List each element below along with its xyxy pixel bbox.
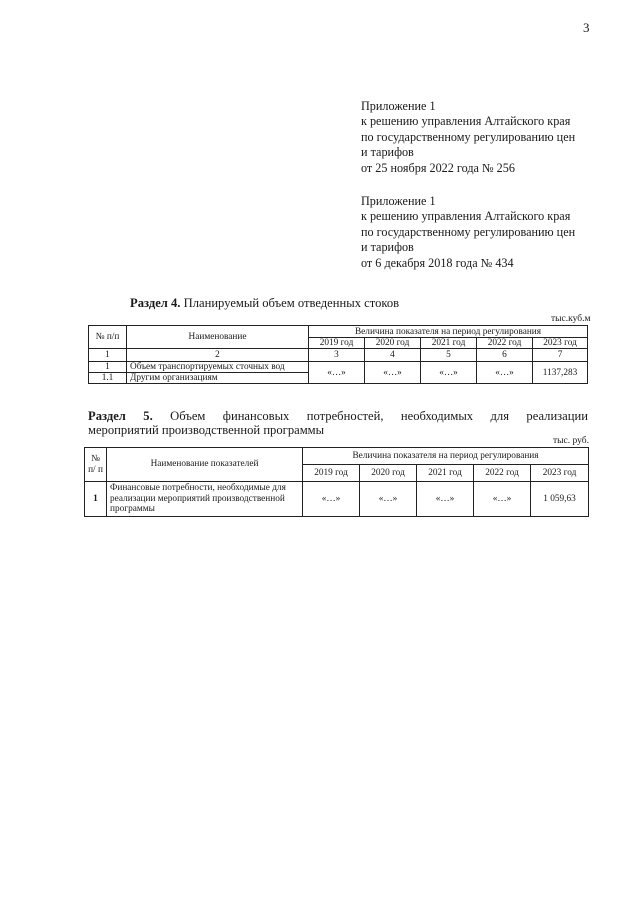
header-year: 2022 год	[477, 338, 533, 349]
value-cell: «…»	[421, 362, 477, 384]
section-5-word: реализации	[526, 409, 588, 423]
row-no: 1	[85, 482, 107, 517]
section-4-title	[130, 296, 399, 311]
section-5-word: 5.	[143, 409, 153, 423]
section-5-table	[84, 447, 589, 517]
column-number: 3	[309, 349, 365, 362]
section-5-word: необходимых	[400, 409, 474, 423]
header-year: 2019 год	[309, 338, 365, 349]
appendix-line: Приложение 1	[361, 194, 436, 208]
section-5-word: Объем	[170, 409, 206, 423]
header-name: Наименование	[127, 326, 309, 349]
column-number: 4	[365, 349, 421, 362]
section-4-units: тыс.куб.м	[551, 314, 591, 324]
appendix-current-header	[361, 99, 575, 176]
header-year: 2020 год	[365, 338, 421, 349]
column-number: 2	[127, 349, 309, 362]
header-year: 2021 год	[421, 338, 477, 349]
section-5-word: потребностей,	[306, 409, 384, 423]
value-cell: «…»	[309, 362, 365, 384]
header-no: № п/ п	[85, 448, 107, 482]
appendix-line: от 25 ноября 2022 года № 256	[361, 160, 515, 175]
column-number: 5	[421, 349, 477, 362]
section-5-units: тыс. руб.	[553, 436, 589, 446]
column-number: 7	[533, 349, 588, 362]
header-year: 2023 год	[533, 338, 588, 349]
section-5-word: для	[490, 409, 510, 423]
value-cell: «…»	[417, 482, 474, 517]
value-cell: 1 059,63	[531, 482, 589, 517]
header-year: 2021 год	[417, 465, 474, 482]
header-name: Наименование показателей	[107, 448, 303, 482]
header-year: 2023 год	[531, 465, 589, 482]
appendix-line: от 6 декабря 2018 года № 434	[361, 255, 514, 270]
appendix-line: и тарифов	[361, 145, 414, 160]
header-year: 2022 год	[474, 465, 531, 482]
value-cell: «…»	[477, 362, 533, 384]
appendix-previous-header	[361, 194, 575, 271]
appendix-line: и тарифов	[361, 240, 414, 255]
header-year: 2019 год	[303, 465, 360, 482]
header-no: № п/п	[89, 326, 127, 349]
section-4-table	[88, 325, 588, 384]
row-no: 1	[89, 362, 127, 373]
header-period: Величина показателя на период регулирования	[309, 326, 588, 338]
section-5-title-line2: мероприятий производственной программы	[88, 423, 325, 437]
value-cell: «…»	[303, 482, 360, 517]
section-5-word: финансовых	[222, 409, 290, 423]
page-number: 3	[583, 20, 590, 35]
appendix-line: по государственному регулированию цен	[361, 224, 576, 239]
value-cell: «…»	[360, 482, 417, 517]
value-cell: «…»	[474, 482, 531, 517]
header-period: Величина показателя на период регулирования	[303, 448, 589, 465]
appendix-line: по государственному регулированию цен	[361, 129, 576, 144]
row-name: Финансовые потребности, необходимые для реализации мероприятий производственной программы	[107, 482, 303, 517]
appendix-line: Приложение 1	[361, 99, 436, 113]
appendix-line: к решению управления Алтайского края	[361, 114, 571, 129]
column-number: 6	[477, 349, 533, 362]
section-5-title	[88, 409, 588, 437]
section-4-label: Раздел 4.	[130, 296, 181, 310]
table-row	[85, 482, 589, 517]
row-name: Объем транспортируемых сточных вод	[127, 362, 309, 373]
column-number: 1	[89, 349, 127, 362]
row-no: 1.1	[89, 373, 127, 384]
appendix-line: к решению управления Алтайского края	[361, 209, 571, 224]
section-4-text: Планируемый объем отведенных стоков	[183, 296, 400, 310]
row-name: Другим организациям	[127, 373, 309, 384]
value-cell: 1137,283	[533, 362, 588, 384]
header-year: 2020 год	[360, 465, 417, 482]
table-row	[89, 362, 588, 373]
value-cell: «…»	[365, 362, 421, 384]
section-5-word: Раздел	[88, 409, 126, 423]
